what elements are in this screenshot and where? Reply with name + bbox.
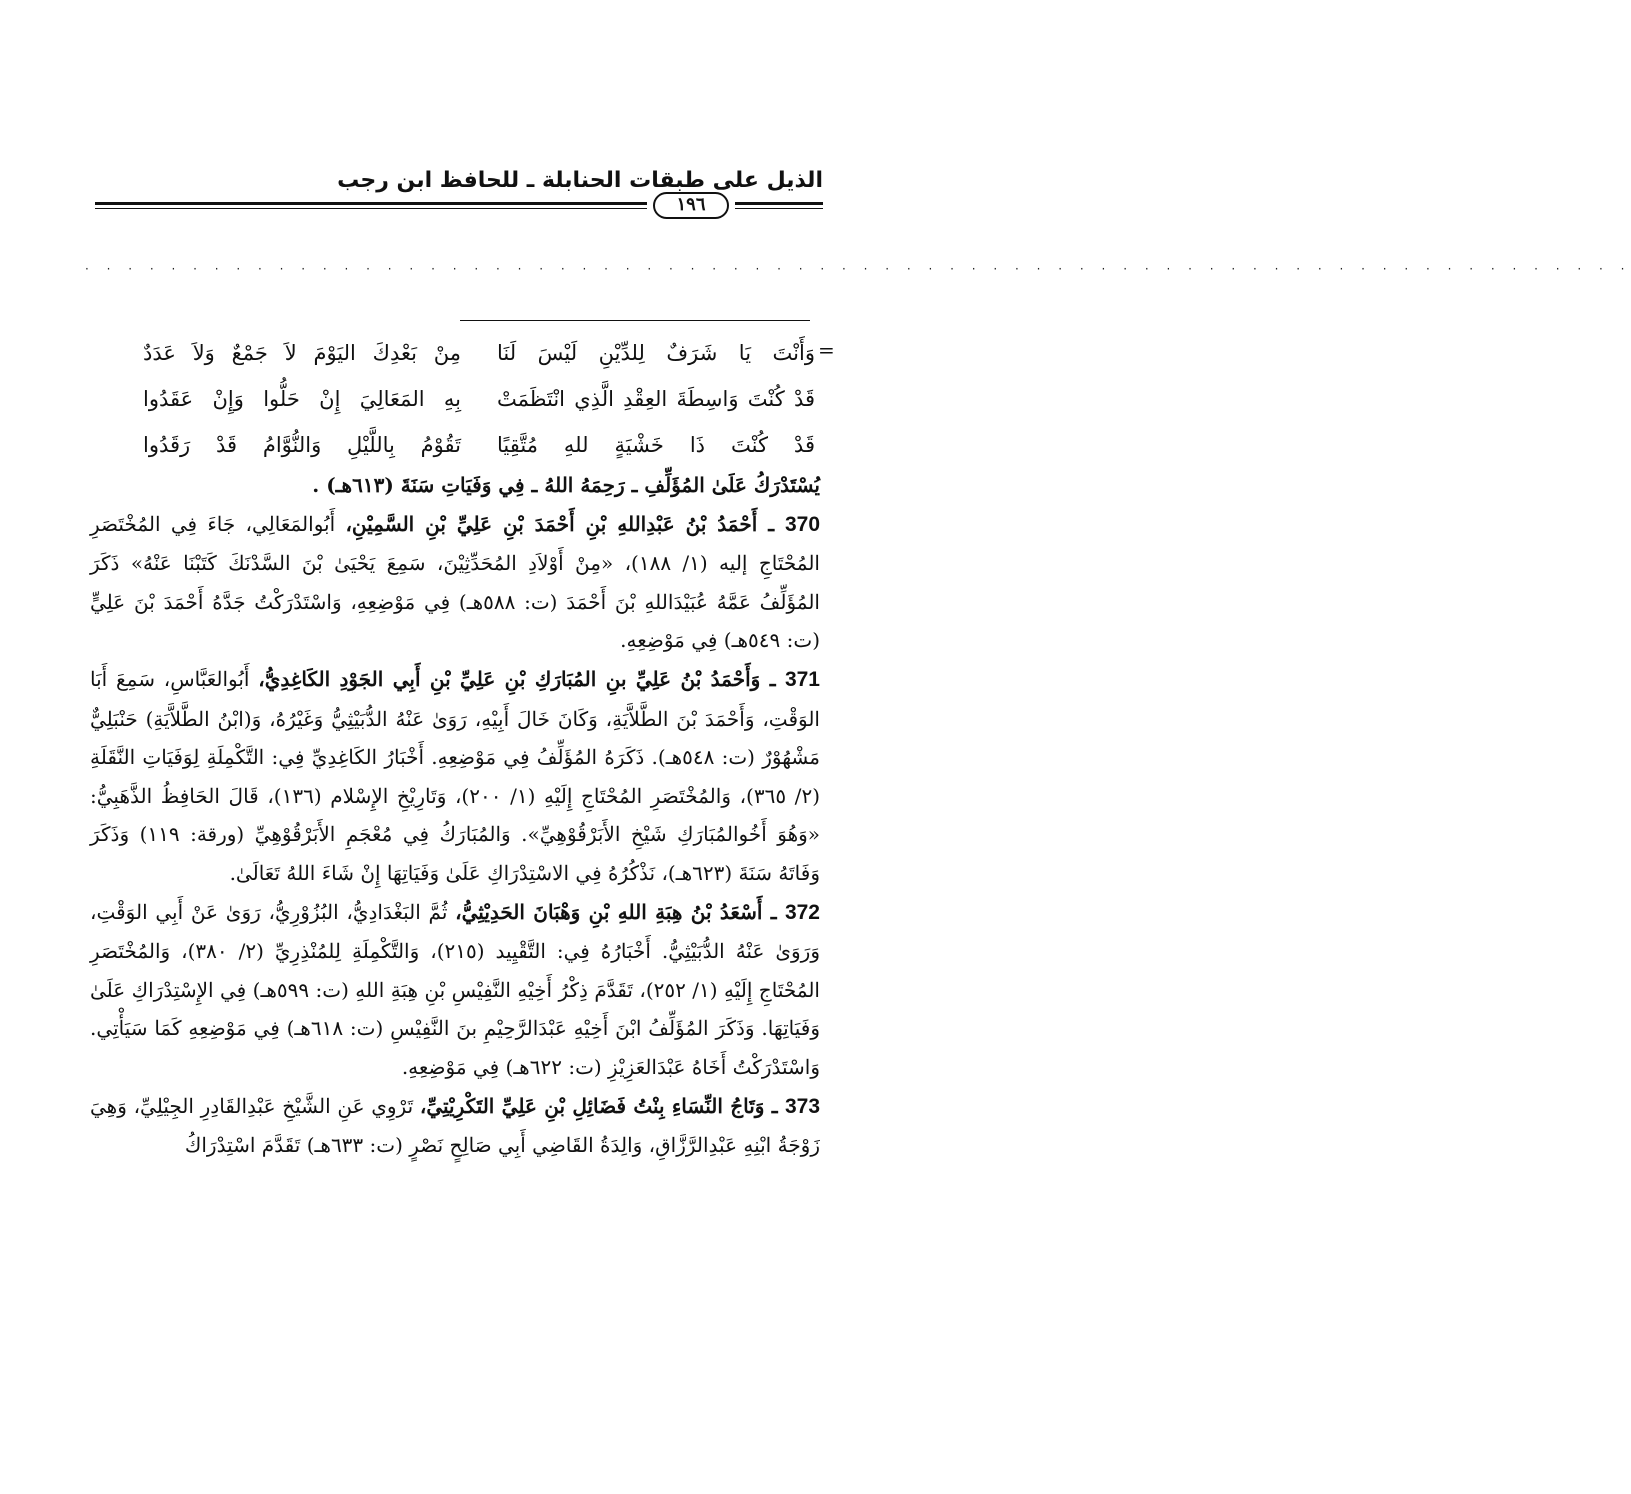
- verse-line: [95, 333, 815, 379]
- entry-number: 372: [784, 900, 820, 924]
- poem-verses: [95, 333, 815, 471]
- dotted-separator: · · · · · · · · · · · · · · · · · · · · · · · · · · · · · · · · · · · · · · · · · · · · · · · · · · · · · · · · · · · · · · · · · · · · · · · ·: [85, 262, 1631, 276]
- running-header: [95, 165, 823, 225]
- verse-first-half: وَأَنْتَ يَا شَرَفٌ لِلدِّيْنِ لَيْسَ لَنَا: [497, 341, 815, 365]
- footnote-rule: [460, 320, 810, 321]
- entry-name: ـ أَسْعَدُ بْنُ هِبَةِ اللهِ بْنِ وَهْبَانَ الحَدِيْثِيُّ،: [455, 899, 785, 924]
- page-body: [90, 466, 820, 1165]
- entry-text: أَبُوالعَبَّاسِ، سَمِعَ أَبَا الوَقْتِ، وَأَحْمَدَ بْنَ الطَّلاَّيَةِ، وَكَانَ خَالَ أَبِيْهِ، رَوَىٰ عَنْهُ الدُّبَيْثِيُّ وَغَيْرُهُ، وَ(ابْنُ الطَّلاَّيَةِ) حَنْبَلِيٌّ مَشْهُوْرٌ (ت: ٥٤٨هـ). ذَكَرَهُ المُؤَلِّفُ فِي مَوْضِعِهِ. أَخْبَارُ الكَاغِدِيِّ فِي: التَّكْمِلَةِ لِوَفَيَاتِ النَّقَلَةِ (٢/ ٣٦٥)، وَالمُخْتَصَرِ المُحْتَاجِ إِلَيْهِ (١/ ٢٠٠)، وَتَارِيْخِ الإِسْلام (١٣٦)، قَالَ الحَافِظُ الذَّهَبِيُّ: «وَهُوَ أَخُوالمُبَارَكِ شَيْخِ الأَبَرْقُوْهِيِّ». وَالمُبَارَكُ فِي مُعْجَمِ الأَبَرْقُوْهِيِّ (ورقة: ١١٩) وَذَكَرَ وَفَاتَهُ سَنَةَ (٦٢٣هـ)، نَذْكُرُهُ فِي الاسْتِدْرَاكِ عَلَىٰ وَفَيَاتِهَا إِنْ شَاءَ اللهُ تَعَالَىٰ.: [90, 666, 821, 885]
- biography-entry: [90, 1087, 820, 1165]
- verse-first-half: قَدْ كُنْتَ ذَا خَشْيَةٍ للهِ مُتَّقِيًا: [497, 433, 815, 457]
- section-heading: يُسْتَدْرَكُ عَلَىٰ المُؤَلِّفِ ـ رَحِمَهُ اللهُ ـ فِي وَفَيَاتِ سَنَةَ (٦١٣هـ) .: [312, 473, 820, 497]
- entry-text: تَرْوِي عَنِ الشَّيْخِ عَبْدِالقَادِرِ الجِيْلِيِّ، وَهِيَ زَوْجَةُ ابْنِهِ عَبْدِالرَّزَّاقِ، وَالِدَةُ القَاضِي أَبِي صَالِحٍ نَصْرٍ (ت: ٦٣٣هـ) تَقَدَّمَ اسْتِدْرَاكُ: [90, 1093, 820, 1158]
- entry-number: 371: [784, 667, 820, 691]
- biography-entry: [90, 660, 820, 893]
- entry-number: 373: [784, 1094, 821, 1118]
- entry-name: ـ أَحْمَدُ بْنُ عَبْدِاللهِ بْنِ أَحْمَدَ بْنِ عَلِيِّ بْنِ السَّمِيْنِ،: [345, 511, 785, 536]
- verse-second-half: مِنْ بَعْدِكَ اليَوْمَ لاَ جَمْعٌ وَلاَ عَدَدٌ: [143, 341, 461, 365]
- verse-second-half: بِهِ المَعَالِيَ إِنْ حَلُّوا وَإِنْ عَقَدُوا: [143, 387, 461, 411]
- verse-second-half: تَقُوْمُ بِاللَّيْلِ وَالنُّوَّامُ قَدْ رَقَدُوا: [143, 433, 461, 457]
- book-title: الذيل على طبقات الحنابلة ـ للحافظ ابن رجب: [337, 168, 823, 193]
- entry-text: أَبُوالمَعَالِي، جَاءَ فِي المُخْتَصَرِ المُحْتَاجِ إليه (١/ ١٨٨)، «مِنْ أَوْلاَدِ المُحَدِّثِيْنَ، سَمِعَ يَحْيَىٰ بْنَ السَّدْنَكَ كَتَبْنَا عَنْهُ» ذَكَرَ المُؤَلِّفُ عَمَّهُ عُبَيْدَاللهِ بْنَ أَحْمَدَ (ت: ٥٨٨هـ) فِي مَوْضِعِهِ، وَاسْتَدْرَكْتُ جَدَّهُ أَحْمَدَ بْنَ عَلِيٍّ (ت: ٥٤٩هـ) فِي مَوْضِعِهِ.: [90, 511, 820, 653]
- header-rule-thick: [95, 202, 647, 205]
- footnote-continuation-mark: =: [818, 338, 835, 362]
- biography-entry: [90, 893, 820, 1087]
- entry-name: ـ وَتَاجُ النِّسَاءِ بِنْتُ فَضَائِلِ بْنِ عَلِيِّ التَكْرِيْتِيِّ،: [419, 1093, 785, 1118]
- header-rule-thin: [95, 208, 647, 209]
- biography-entry: [90, 505, 820, 660]
- entry-text: ثُمَّ البَغْدَادِيُّ، البُزُوْرِيُّ، رَوَىٰ عَنْ أَبِي الوَقْتِ، وَرَوَىٰ عَنْهُ الدُّبَيْثِيُّ. أَخْبَارُهُ فِي: التَّقْيِيد (٢١٥)، وَالتَّكْمِلَةِ لِلمُنْذِرِيِّ (٢/ ٣٨٠)، وَالمُخْتَصَرِ المُحْتَاجِ إِلَيْهِ (١/ ٢٥٢)، تَقَدَّمَ ذِكْرُ أَخِيْهِ النَّفِيْسِ بْنِ هِبَةِ اللهِ (ت: ٥٩٩هـ) فِي الإِسْتِدْرَاكِ عَلَىٰ وَفَيَاتِهَا. وَذَكَرَ المُؤَلِّفُ ابْنَ أَخِيْهِ عَبْدَالرَّحِيْمِ بنَ النَّفِيْسِ (ت: ٦١٨هـ) فِي مَوْضِعِهِ كَمَا سَيَأْتِي. وَاسْتَدْرَكْتُ أَخَاهُ عَبْدَالعَزِيْزِ (ت: ٦٢٢هـ) فِي مَوْضِعِهِ.: [90, 899, 820, 1079]
- verse-line: [95, 425, 815, 471]
- verse-first-half: قَدْ كُنْتَ وَاسِطَةَ العِقْدِ الَّذِي انْتَظَمَتْ: [497, 387, 815, 411]
- entry-number: 370: [784, 512, 821, 536]
- entry-name: ـ وَأَحْمَدُ بْنُ عَلِيِّ بنِ المُبَارَكِ بْنِ عَلِيِّ بْنِ أَبِي الجَوْدِ الكَاغِدِيُّ،: [258, 666, 785, 691]
- header-rule-thick: [735, 202, 823, 205]
- page-number: ١٩٦: [653, 192, 729, 219]
- verse-line: [95, 379, 815, 425]
- header-rule-thin: [735, 208, 823, 209]
